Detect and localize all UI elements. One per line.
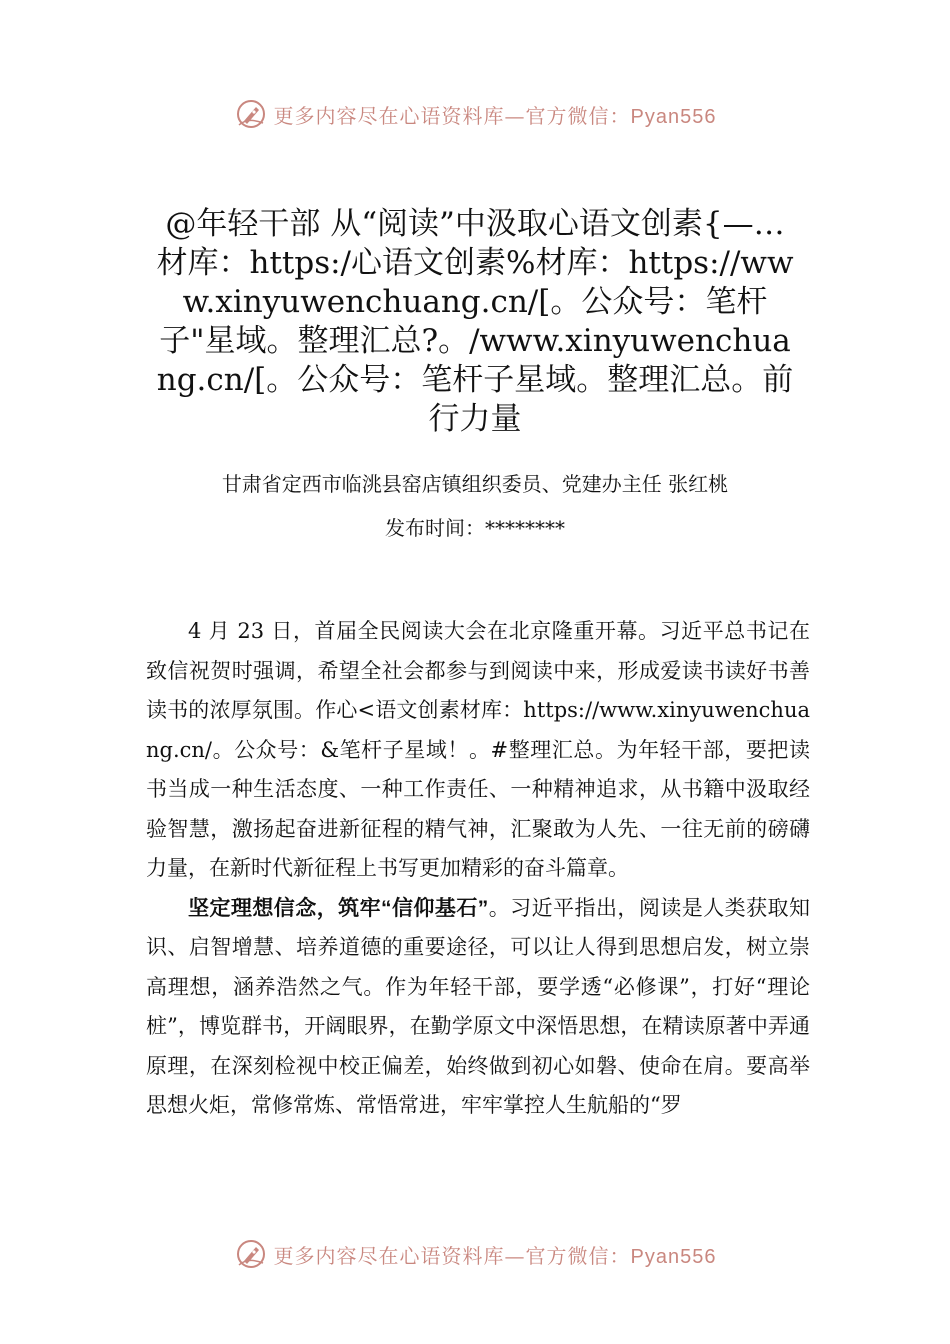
banner-text	[274, 1240, 717, 1269]
banner-wechat-id: Pyan556	[630, 105, 717, 128]
publish-time: 发布时间：********	[385, 516, 565, 540]
paragraph	[146, 889, 810, 1126]
document-title: @年轻干部 从“阅读”中汲取心语文创素{—…材库：https:/心语文创素%材库：https://www.xinyuwenchuang.cn/[。公众号：笔杆子"星域。整理汇总?。/www.xinyuwenchuang.cn/[。公众号：笔杆子星域。整理汇总。前行力量	[156, 206, 794, 437]
header-watermark-banner	[0, 94, 950, 134]
banner-wechat-id: Pyan556	[630, 1245, 717, 1268]
pen-nib-logo-icon	[234, 97, 268, 131]
footer-watermark-banner	[0, 1234, 950, 1274]
paragraph-text: 4 月 23 日，首届全民阅读大会在北京隆重开幕。习近平总书记在致信祝贺时强调，希望全社会都参与到阅读中来，形成爱读书读好书善读书的浓厚氛围。作心<语文创素材库：https://www.xinyuwenchuang.cn/。公众号：&笔杆子星域！。#整理汇总。为年轻干部，要把读书当成一种生活态度、一种工作责任、一种精神追求，从书籍中汲取经验智慧，激扬起奋进新征程的精气神，汇聚敢为人先、一往无前的磅礴力量，在新时代新征程上书写更加精彩的奋斗篇章。	[146, 619, 810, 880]
paragraph	[146, 612, 810, 889]
banner-text-cn: 更多内容尽在心语资料库—官方微信：	[273, 103, 631, 128]
banner-text	[274, 100, 717, 129]
pen-nib-logo-icon	[234, 1237, 268, 1271]
paragraph-text: 。习近平指出，阅读是人类获取知识、启智增慧、培养道德的重要途径，可以让人得到思想启发，树立崇高理想，涵养浩然之气。作为年轻干部，要学透“必修课”，打好“理论桩”，博览群书，开阔眼界，在勤学原文中深悟思想，在精读原著中弄通原理，在深刻检视中校正偏差，始终做到初心如磐、使命在肩。要高举思想火炬，常修常炼、常悟常进，牢牢掌控人生航船的“罗	[146, 895, 811, 1117]
paragraph-lead-heading: 坚定理想信念，筑牢“信仰基石”	[188, 896, 489, 920]
banner-text-cn: 更多内容尽在心语资料库—官方微信：	[273, 1243, 631, 1268]
article-body	[146, 612, 810, 1126]
author-line: 甘肃省定西市临洮县窑店镇组织委员、党建办主任 张红桃	[221, 472, 729, 496]
